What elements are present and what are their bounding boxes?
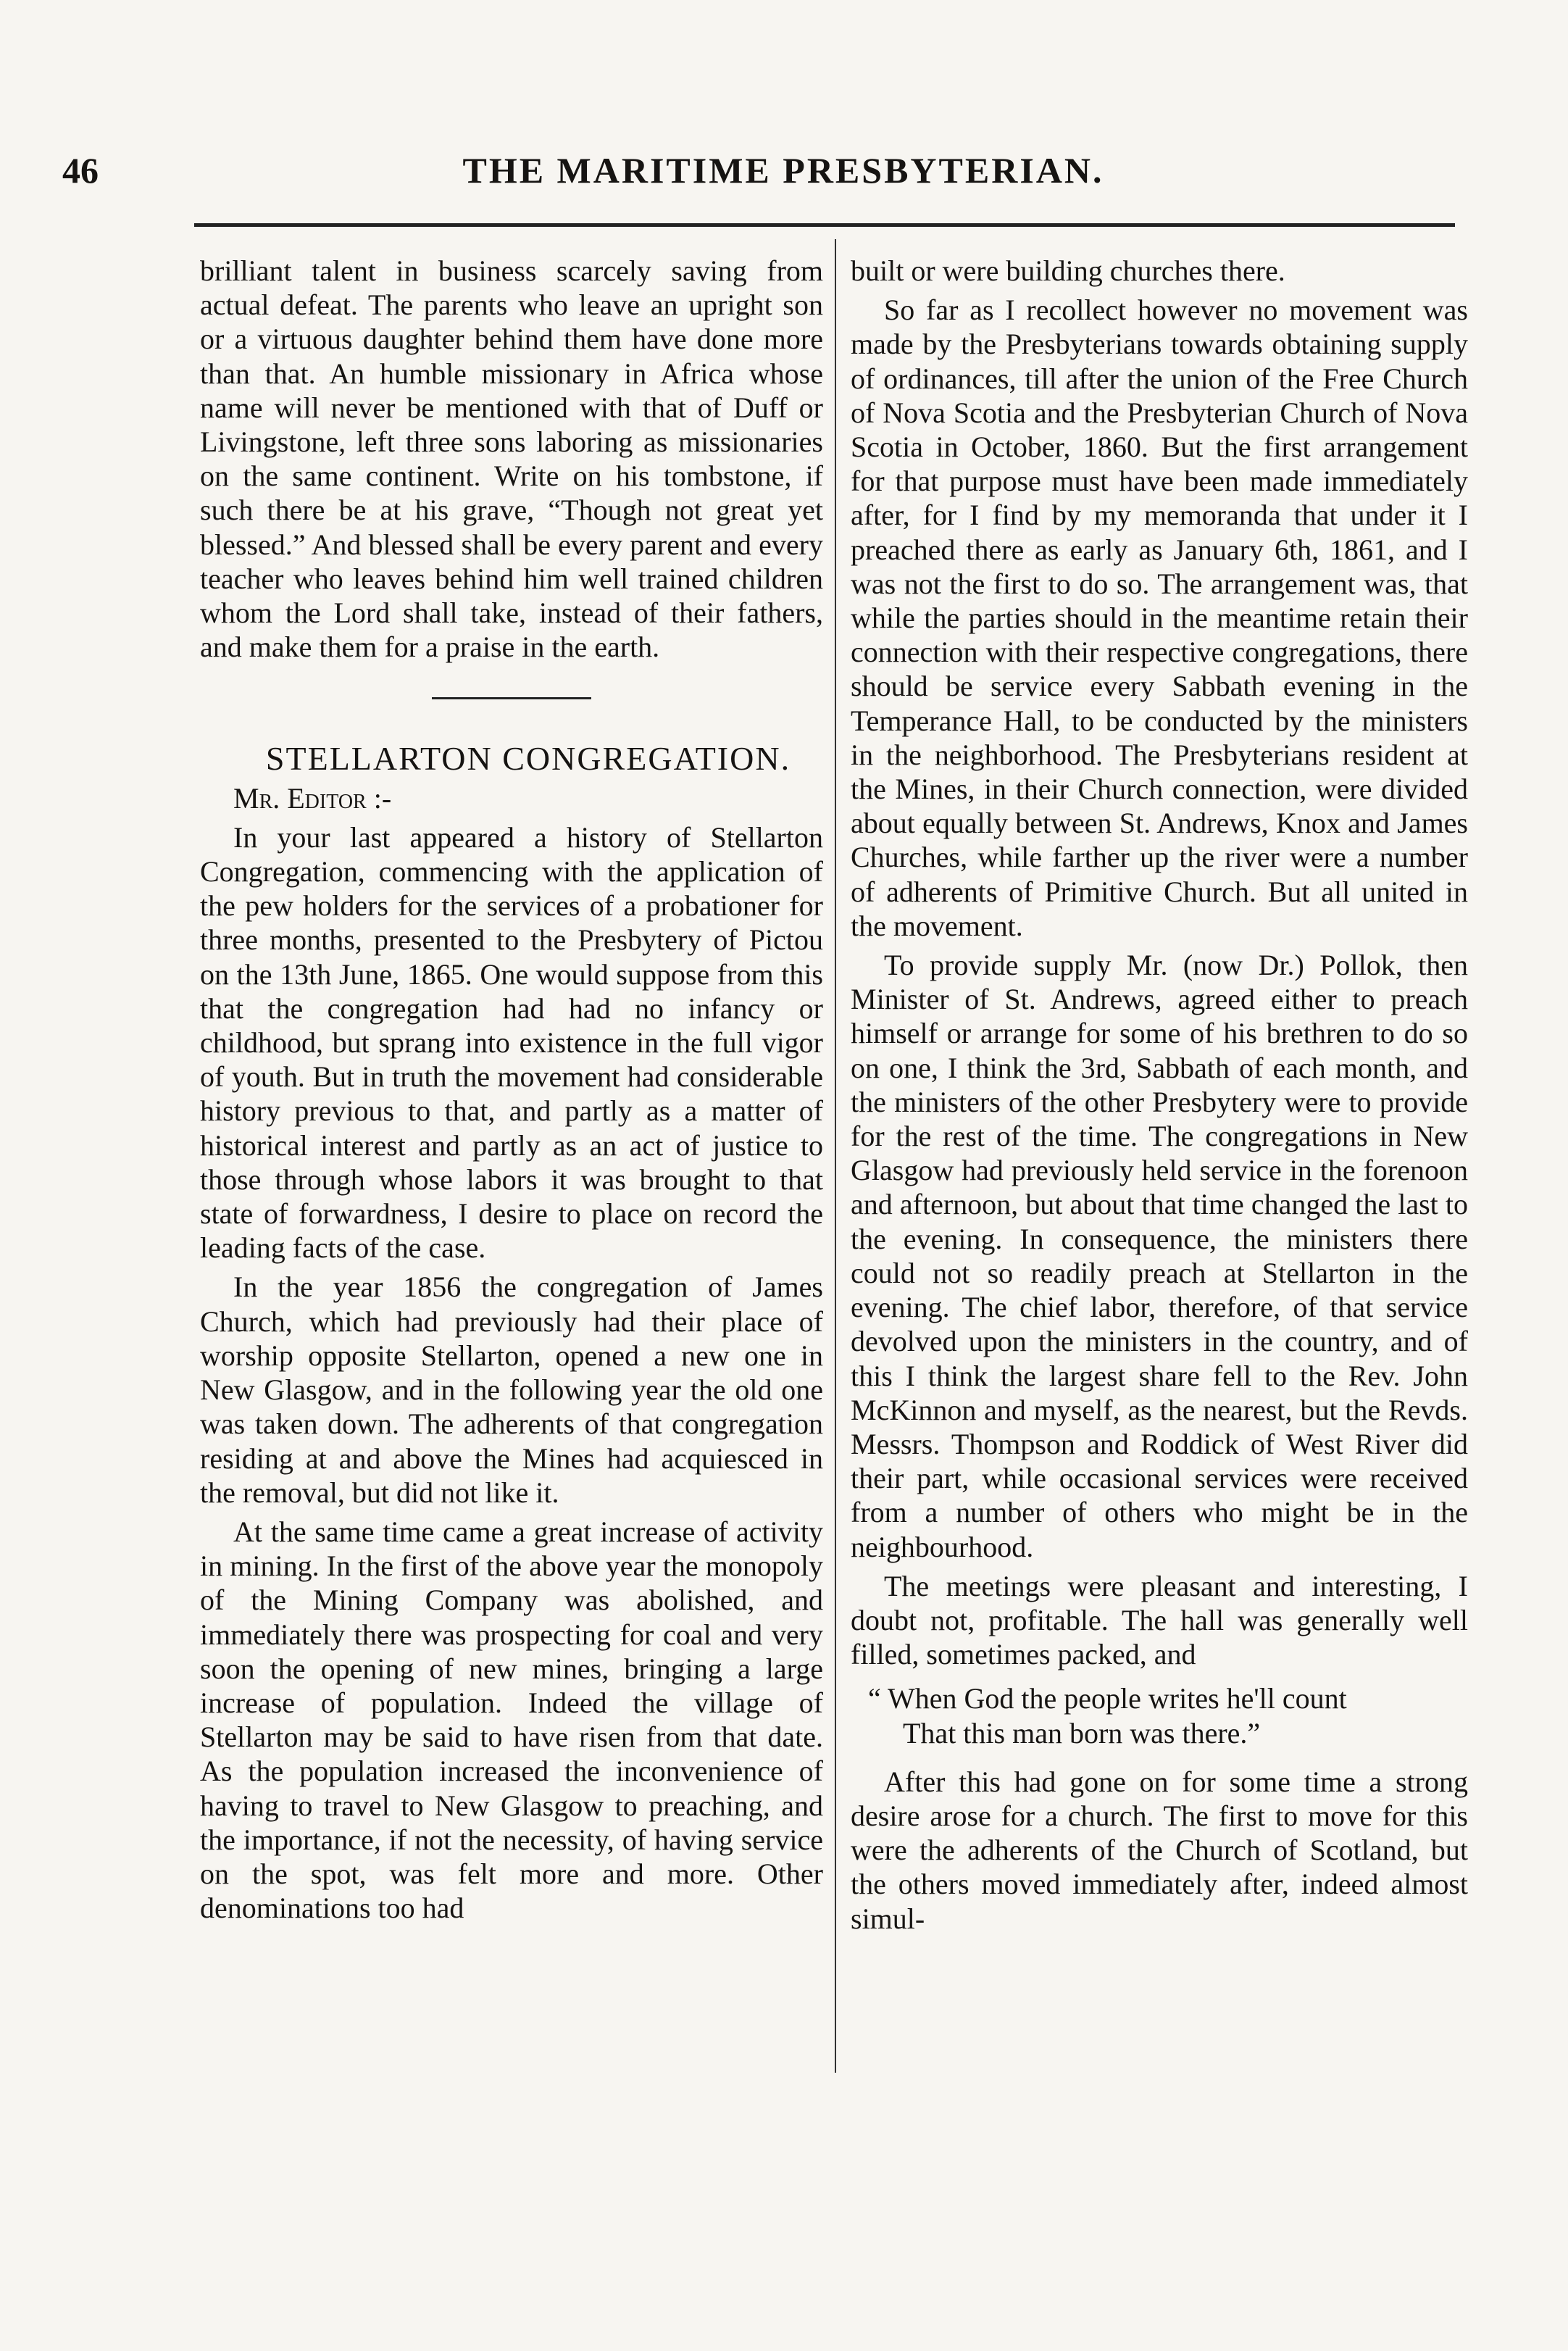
paragraph: built or were building churches there. — [851, 254, 1285, 287]
page-number: 46 — [62, 150, 99, 191]
paragraph: The meetings were pleasant and interesting, I doubt not, profitable. The hall was generally well filled, sometimes packed, and — [851, 1569, 1468, 1671]
paragraph: At the same time came a great increase of activity in mining. In the first of the above year the monopoly of the Mining Company was abolished, and immediately there was prospecting for coal and very soon the opening of new mines, bringing a large increase of population. Indeed the village of Stellarton may be said to have risen from that date. As the population increased the inconvenience of having to travel to New Glasgow to preaching, and the importance, if not the necessity, of having service on the spot, was felt more and more. Other denominations too had — [200, 1515, 823, 1925]
verse-line: That this man born was there.” — [903, 1716, 1261, 1749]
verse-line: “ When God the people writes he'll count — [868, 1682, 1347, 1715]
paragraph: brilliant talent in business scarcely saving from actual defeat. The parents who leave an upright son or a virtuous daughter behind them have done more than that. An humble missionary in Africa whose name will never be mentioned with that of Duff or Livingstone, left three sons laboring as missionaries on the same continent. Write on his tombstone, if such there be at his grave, “Though not great yet blessed.” And blessed shall be every parent and every teacher who leaves behind him well trained children whom the Lord shall take, instead of their fathers, and make them for a praise in the earth. — [200, 254, 823, 664]
paragraph: After this had gone on for some time a strong desire arose for a church. The first to move for this were the adherents of the Church of Scotland, but the others moved immediately after, indeed almost simul- — [851, 1765, 1468, 1935]
salutation: Mr. Editor :- — [233, 781, 392, 815]
left-column — [200, 254, 823, 1930]
paragraph: So far as I recollect however no movement was made by the Presbyterians towards obtaining supply of ordinances, till after the union of the Free Church of Nova Scotia and the Presbyterian Church of Nova Scotia in October, 1860. But the first arrangement for that purpose must have been made immediately after, for I find by my memoranda that under it I preached there as early as January 6th, 1861, and I was not the first to do so. The arrangement was, that while the parties should in the meantime retain their connection with their respective congregations, there should be service every Sabbath evening in the Temperance Hall, to be conducted by the ministers in the neighborhood. The Presbyterians resident at the Mines, in their Church connection, were divided about equally between St. Andrews, Knox and James Churches, while farther up the river were a number of adherents of Primitive Church. But all united in the movement. — [851, 294, 1468, 942]
column-divider — [835, 239, 836, 2073]
paragraph: To provide supply Mr. (now Dr.) Pollok, then Minister of St. Andrews, agreed either to preach himself or arrange for some of his brethren to do so on one, I think the 3rd, Sabbath of each month, and the ministers of the other Presbytery were to provide for the rest of the time. The congregations in New Glasgow had previously held service in the forenoon and afternoon, but about that time changed the last to the evening. In consequence, the ministers there could not so readily preach at Stellarton in the evening. The chief labor, therefore, of that service devolved upon the ministers in the country, and of this I think the largest share fell to the Rev. John McKinnon and myself, as the nearest, but the Revds. Messrs. Thompson and Roddick of West River did their part, while occasional services were received from a number of others who might be in the neighbourhood. — [851, 949, 1468, 1563]
paragraph: In your last appeared a history of Stellarton Congregation, commencing with the application of the pew holders for the services of a probationer for three months, presented to the Presbytery of Pictou on the 13th June, 1865. One would suppose from this that the congregation had had no infancy or childhood, but sprang into existence in the full vigor of youth. But in truth the movement had considerable history previous to that, and partly as a matter of historical interest and partly as an act of justice to those through whose labors it was brought to that state of forwardness, I desire to place on record the leading facts of the case. — [200, 820, 823, 1265]
right-column — [851, 254, 1468, 1941]
section-title: STELLARTON CONGREGATION. — [265, 740, 791, 778]
header-rule — [194, 223, 1455, 227]
paragraph: In the year 1856 the congregation of James Church, which had previously had their place of worship opposite Stellarton, opened a new one in New Glasgow, and in the following year the old one was taken down. The adherents of that congregation residing at and above the Mines had acquiesced in the removal, but did not like it. — [200, 1270, 823, 1509]
page-header — [62, 149, 1504, 200]
section-divider — [432, 697, 591, 699]
verse-quote — [868, 1681, 1468, 1749]
running-head-title: THE MARITIME PRESBYTERIAN. — [462, 150, 1104, 191]
